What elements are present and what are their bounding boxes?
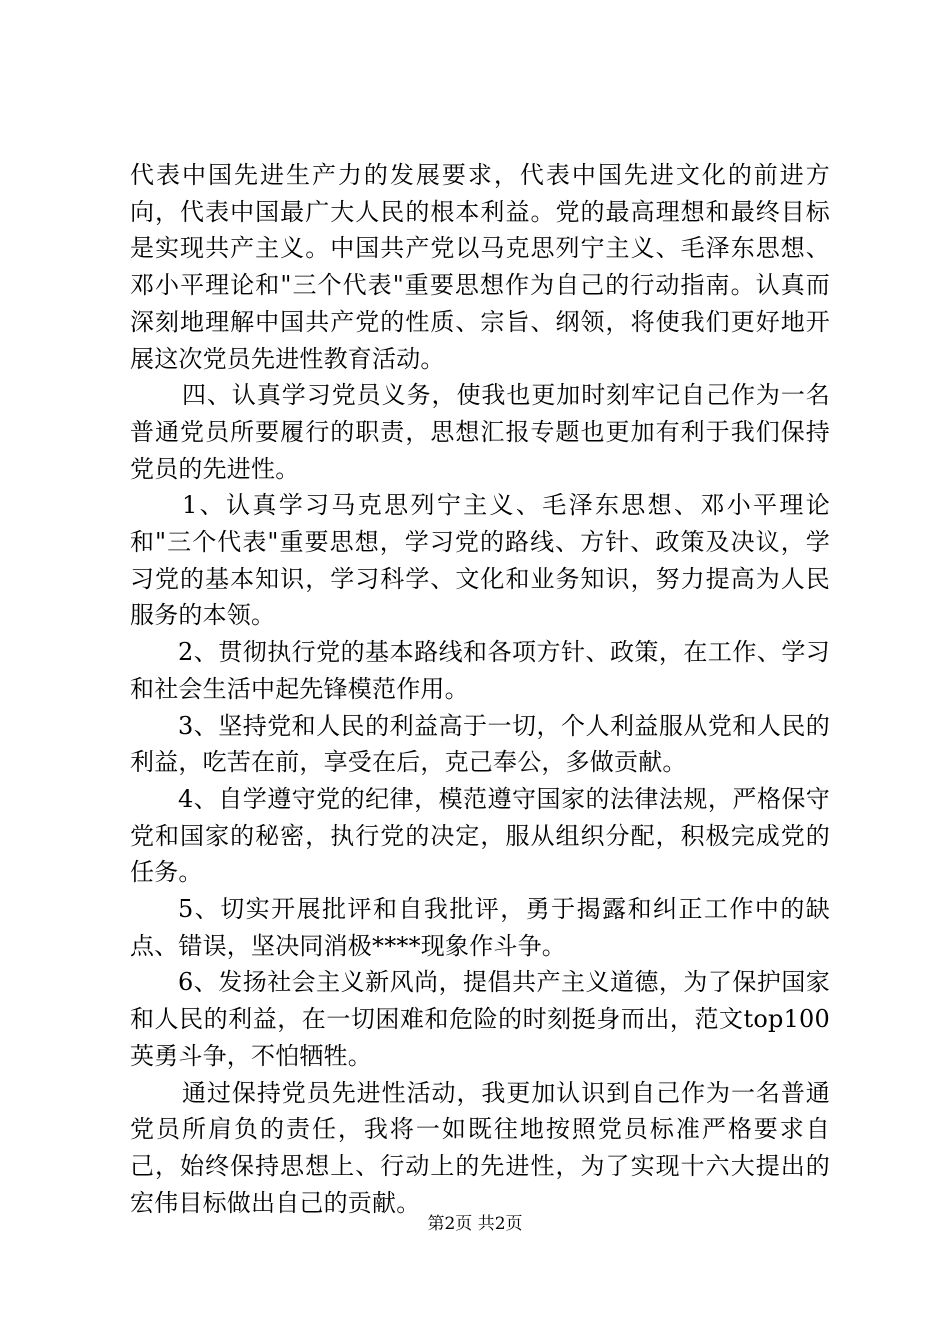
document-body	[130, 157, 830, 1221]
paragraph-party-nature: 代表中国先进生产力的发展要求，代表中国先进文化的前进方向，代表中国最广大人民的根本利益。党的最高理想和最终目标是实现共产主义。中国共产党以马克思列宁主义、毛泽东思想、邓小平理论和"三个代表"重要思想作为自己的行动指南。认真而深刻地理解中国共产党的性质、宗旨、纲领，将使我们更好地开展这次党员先进性教育活动。	[130, 161, 830, 373]
paragraph-duty-3: 3、坚持党和人民的利益高于一切，个人利益服从党和人民的利益，吃苦在前，享受在后，克己奉公，多做贡献。	[130, 711, 830, 777]
page-number-footer: 第2页 共2页	[427, 1214, 523, 1234]
paragraph-duty-4: 4、自学遵守党的纪律，模范遵守国家的法律法规，严格保守党和国家的秘密，执行党的决定，服从组织分配，积极完成党的任务。	[130, 784, 830, 887]
paragraph-duty-5: 5、切实开展批评和自我批评，勇于揭露和纠正工作中的缺点、错误，坚决同消极****现象作斗争。	[130, 895, 830, 960]
paragraph-duty-6: 6、发扬社会主义新风尚，提倡共产主义道德，为了保护国家和人民的利益，在一切困难和危险的时刻挺身而出，范文top100英勇斗争，不怕牺牲。	[130, 968, 830, 1070]
paragraph-section-four: 四、认真学习党员义务，使我也更加时刻牢记自己作为一名普通党员所要履行的职责，思想汇报专题也更加有利于我们保持党员的先进性。	[130, 381, 830, 483]
paragraph-conclusion: 通过保持党员先进性活动，我更加认识到自己作为一名普通党员所肩负的责任，我将一如既往地按照党员标准严格要求自己，始终保持思想上、行动上的先进性，为了实现十六大提出的宏伟目标做出自己的贡献。	[130, 1078, 830, 1217]
paragraph-duty-2: 2、贯彻执行党的基本路线和各项方针、政策，在工作、学习和社会生活中起先锋模范作用。	[130, 638, 830, 703]
paragraph-duty-1: 1、认真学习马克思列宁主义、毛泽东思想、邓小平理论和"三个代表"重要思想，学习党的路线、方针、政策及决议，学习党的基本知识，学习科学、文化和业务知识，努力提高为人民服务的本领。	[130, 491, 830, 630]
